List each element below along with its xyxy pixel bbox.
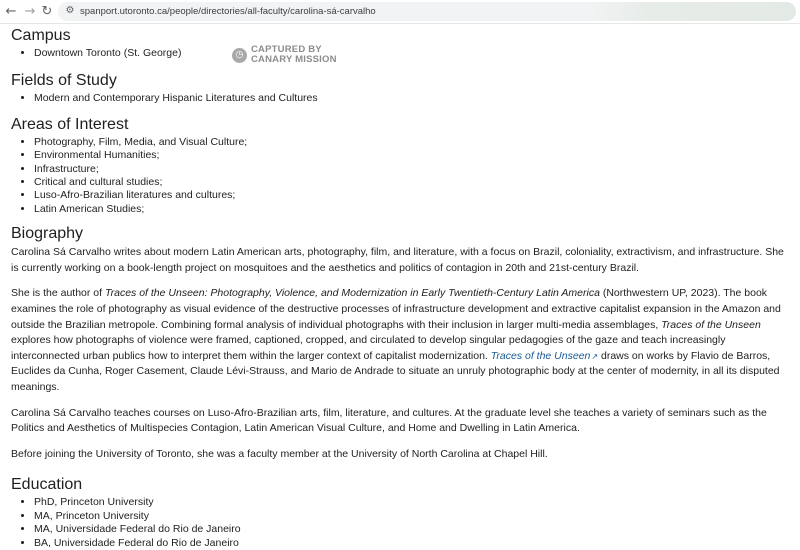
campus-heading: Campus [11, 27, 71, 44]
list-item: • MA, Princeton University [34, 510, 791, 523]
url-text[interactable]: spanport.utoronto.ca/people/directories/all-faculty/carolina-sá-carvalho [80, 6, 376, 17]
biography-paragraph-1: Carolina Sá Carvalho writes about modern Latin American arts, photography, film, and literature, with a focus on Brazil, coloniality, extractivism, and infrastructure. She is currently working on a book-length project on mosquitoes and the aesthetics and politics of contagion in 20th and 21st-century Brazil. [11, 246, 784, 274]
browser-toolbar [0, 0, 800, 24]
page-content [11, 24, 791, 550]
areas-of-interest-heading: Areas of Interest [11, 115, 129, 133]
campus-section [11, 25, 791, 60]
book-title: Traces of the Unseen: Photography, Violence, and Modernization in Early Twentieth-Century Latin America [104, 287, 600, 300]
text-segment: She is the author of [11, 287, 105, 300]
text-segment: explores how photographs of violence were framed, captioned, cropped, and circulated to develop singular pedagogies of the gaze and teach increasingly interconnected urban publics how to interpret them within the larger context of capitalist modernization. [11, 334, 726, 362]
areas-of-interest-section [11, 114, 791, 216]
reload-icon[interactable]: ↻ [38, 3, 56, 21]
list-item: • MA, Universidade Federal do Rio de Janeiro [34, 523, 791, 536]
fields-of-study-section [11, 70, 791, 105]
list-item: • PhD, Princeton University [34, 496, 791, 509]
list-item: • Modern and Contemporary Hispanic Literatures and Cultures [34, 92, 791, 105]
list-item: • Environmental Humanities; [34, 149, 791, 162]
list-item: • Photography, Film, Media, and Visual Culture; [34, 136, 791, 149]
education-list [11, 496, 791, 550]
biography-section [11, 223, 791, 462]
biography-paragraph-4: Before joining the University of Toronto, she was a faculty member at the University of North Carolina at Chapel Hill. [11, 447, 548, 460]
list-item: • BA, Universidade Federal do Rio de Janeiro [34, 537, 791, 550]
list-item: • Latin American Studies; [34, 203, 791, 216]
campus-list [11, 44, 791, 60]
list-item: • Downtown Toronto (St. George) [34, 47, 791, 60]
biography-heading: Biography [11, 225, 84, 243]
address-bar[interactable] [58, 2, 796, 21]
fields-of-study-heading: Fields of Study [11, 72, 117, 90]
text-segment: draws on works by Flavio de Barros, Euclides da Cunha, Roger Casement, Claude Lévi-Strauss, and Mario de Andrade to situate an unruly photographic body at the center of modernity, in all its disputed meanings. [11, 349, 780, 393]
list-item: • Luso-Afro-Brazilian literatures and cultures; [34, 189, 791, 202]
biography-paragraph-3: Carolina Sá Carvalho teaches courses on Luso-Afro-Brazilian arts, film, literature, and cultures. At the graduate level she teaches a variety of seminars such as the Politics and Aesthetics of Multispecies Contagion, Latin American Visual Culture, and Home and Dwelling in Latin America. [11, 406, 767, 435]
back-arrow-icon[interactable]: ← [2, 3, 20, 21]
education-heading: Education [11, 476, 83, 494]
watermark-line-1: CAPTURED BY [251, 44, 322, 55]
biography-paragraph-2 [11, 286, 791, 395]
book-link[interactable] [491, 350, 598, 362]
list-item: • Critical and cultural studies; [34, 176, 791, 189]
site-info-icon[interactable]: ⚙ [65, 5, 75, 16]
text-segment: (Northwestern UP, 2023). The book examines the role of photography as visual evidence of the destructive processes of infrastructure development and extractive capitalist expansion in the Amazon and outside the Brazilian metropole. Combining formal analysis of individual photographs with their inclusion in larger multi-media assemblages, [11, 287, 781, 331]
external-link-icon[interactable]: ↗ [591, 351, 599, 361]
fields-of-study-list [11, 92, 791, 105]
watermark-line-2: CANARY MISSION [251, 54, 337, 65]
education-section [11, 474, 791, 550]
forward-arrow-icon[interactable]: → [21, 3, 39, 21]
book-link-label[interactable]: Traces of the Unseen [490, 349, 591, 362]
areas-of-interest-list [11, 136, 791, 216]
list-item: • Infrastructure; [34, 163, 791, 176]
book-title: Traces of the Unseen [661, 318, 761, 331]
clock-icon: ◷ [232, 48, 247, 63]
